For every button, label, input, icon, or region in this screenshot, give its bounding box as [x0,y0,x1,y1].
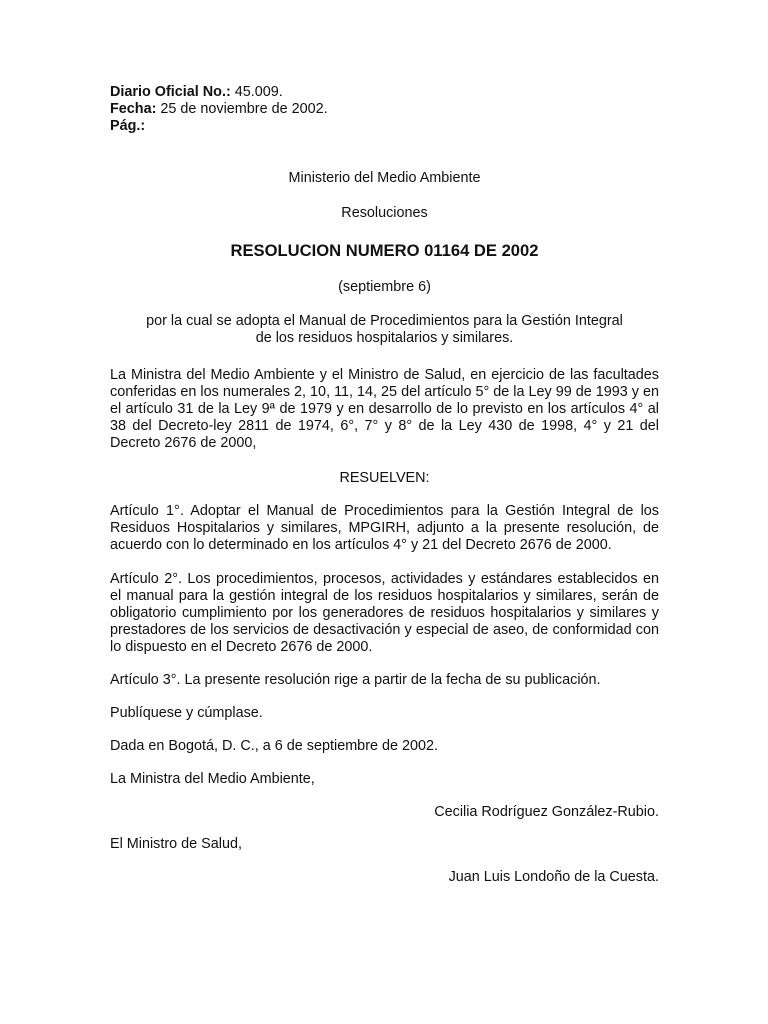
article-3: Artículo 3°. La presente resolución rige a partir de la fecha de su publicación. [110,672,601,688]
ministra-label: La Ministra del Medio Ambiente, [110,771,315,787]
article-2: Artículo 2°. Los procedimientos, procesos, actividades y estándares establecidos en el manual para la gestión integral de los residuos hospitalarios y similares, serán de obligatorio cumplimiento por los generadores de residuos hospitalarios y similares y prestadores de los servicios de desactivación y especial de aseo, de conformidad con lo dispuesto en el Decreto 2676 de 2000. [110,571,659,655]
ministerio-heading: Ministerio del Medio Ambiente [288,170,481,186]
ministro-label: El Ministro de Salud, [110,836,242,852]
resuelven-heading: RESUELVEN: [339,470,430,486]
fecha-label: Fecha: [110,101,157,117]
fecha-line [110,101,659,118]
diario-oficial-value: 45.009. [230,84,283,100]
resolution-subject [110,313,659,347]
preamble-paragraph: La Ministra del Medio Ambiente y el Ministro de Salud, en ejercicio de las facultades conferidas en los numerales 2, 10, 11, 14, 25 del artículo 5° de la Ley 99 de 1993 y en el artículo 31 de la Ley 9ª de 1979 y en desarrollo de lo previsto en los artículos 4° al 38 del Decreto-ley 2811 de 1974, 6°, 7° y 8° de la Ley 430 de 1998, 4° y 21 del Decreto 2676 de 2000, [110,367,659,451]
pag-label: Pág.: [110,118,146,134]
diario-oficial-line [110,84,659,101]
ministro-signature-name: Juan Luis Londoño de la Cuesta. [448,869,659,885]
section-heading: Resoluciones [341,205,428,221]
pag-line [110,118,659,135]
publiquese-line: Publíquese y cúmplase. [110,705,263,721]
ministra-signature-name: Cecilia Rodríguez González-Rubio. [434,804,659,820]
subject-line-2: de los residuos hospitalarios y similares. [255,330,514,346]
resolution-title: RESOLUCION NUMERO 01164 DE 2002 [230,241,539,260]
fecha-value: 25 de noviembre de 2002. [156,101,328,117]
article-1: Artículo 1°. Adoptar el Manual de Procedimientos para la Gestión Integral de los Residuos Hospitalarios y similares, MPGIRH, adjunto a la presente resolución, de acuerdo con lo determinado en los artículos 4° y 21 del Decreto 2676 de 2000. [110,503,659,553]
diario-oficial-label: Diario Oficial No.: [110,84,231,100]
dada-line: Dada en Bogotá, D. C., a 6 de septiembre de 2002. [110,738,438,754]
document-page [110,84,659,886]
resolution-date: (septiembre 6) [338,279,431,295]
subject-line-1: por la cual se adopta el Manual de Procedimientos para la Gestión Integral [146,313,623,329]
